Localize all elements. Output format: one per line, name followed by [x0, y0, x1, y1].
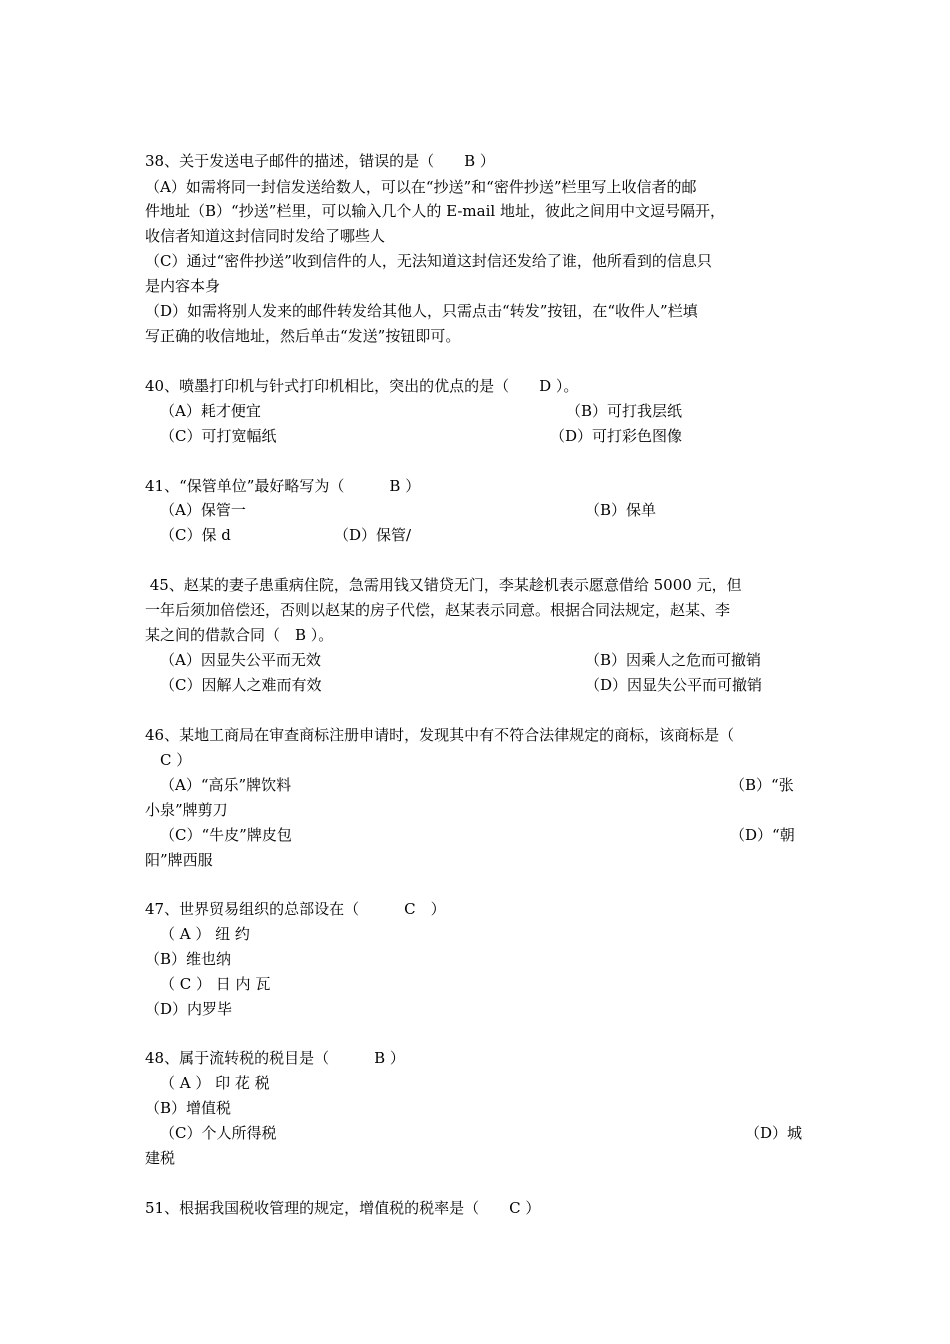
q40-option-b: （B）可打我层纸	[566, 402, 683, 420]
q48-stem: 48、属于流转税的税目是（ B ）	[145, 1049, 405, 1067]
q38-option-a-line1: （A）如需将同一封信发送给数人，可以在“抄送”和“密件抄送”栏里写上收信者的邮	[145, 178, 697, 196]
q46-option-b-line1: （B）“张	[730, 776, 794, 794]
q47-option-a: （ A ） 纽 约	[160, 925, 250, 943]
q46-stem-line1: 46、某地工商局在审查商标注册申请时，发现其中有不符合法律规定的商标，该商标是（	[145, 726, 735, 744]
q46-option-a: （A）“高乐”牌饮料	[160, 776, 292, 794]
q38-option-a-line3: 收信者知道这封信同时发给了哪些人	[145, 227, 386, 245]
q45-stem-line1: 45、赵某的妻子患重病住院，急需用钱又错贷无门，李某趁机表示愿意借给 5000 元，但	[145, 576, 742, 594]
q41-stem: 41、“保管单位”最好略写为（ B ）	[145, 477, 421, 495]
q45-option-d: （D）因显失公平而可撤销	[585, 676, 763, 694]
q46-option-c: （C）“牛皮”牌皮包	[160, 826, 292, 844]
q38-option-a-line2: 件地址（B）“抄送”栏里，可以输入几个人的 E-mail 地址，彼此之间用中文逗号隔开，	[145, 202, 725, 220]
q41-option-d: （D）保管/	[334, 526, 412, 544]
q47-option-d: （D）内罗毕	[145, 1000, 233, 1018]
q45-option-c: （C）因解人之难而有效	[160, 676, 322, 694]
q38-option-c-line2: 是内容本身	[145, 277, 221, 295]
q41-option-b: （B）保单	[585, 501, 657, 519]
q40-stem: 40、喷墨打印机与针式打印机相比，突出的优点的是（ D ）。	[145, 377, 579, 395]
q45-stem-line2: 一年后须加倍偿还，否则以赵某的房子代偿，赵某表示同意。根据合同法规定，赵某、李	[145, 601, 731, 619]
q38-option-d-line2: 写正确的收信地址，然后单击“发送”按钮即可。	[145, 327, 461, 345]
q45-stem-line3: 某之间的借款合同（ B ）。	[145, 626, 334, 644]
q38-stem: 38、关于发送电子邮件的描述，错误的是（ B ）	[145, 152, 495, 170]
q38-option-c-line1: （C）通过“密件抄送”收到信件的人，无法知道这封信还发给了谁，他所看到的信息只	[145, 252, 712, 270]
q46-stem-line2: C ）	[145, 751, 192, 769]
q45-option-a: （A）因显失公平而无效	[160, 651, 321, 669]
q47-stem: 47、世界贸易组织的总部设在（ C ）	[145, 900, 446, 918]
q48-option-c: （C）个人所得税	[160, 1124, 277, 1142]
q46-option-b-line2: 小泉”牌剪刀	[145, 801, 228, 819]
q41-option-a: （A）保管一	[160, 501, 246, 519]
q48-option-d-line1: （D）城	[745, 1124, 803, 1142]
q47-option-c: （ C ） 日 内 瓦	[160, 975, 271, 993]
q47-option-b: （B）维也纳	[145, 950, 232, 968]
q40-option-a: （A）耗才便宜	[160, 402, 261, 420]
q40-option-c: （C）可打宽幅纸	[160, 427, 277, 445]
q48-option-a: （ A ） 印 花 税	[160, 1074, 270, 1092]
q41-option-c: （C）保 d	[160, 526, 231, 544]
q51-stem: 51、根据我国税收管理的规定，增值税的税率是（ C ）	[145, 1199, 541, 1217]
q38-option-d-line1: （D）如需将别人发来的邮件转发给其他人，只需点击“转发”按钮，在“收件人”栏填	[145, 302, 698, 320]
q46-option-d-line2: 阳”牌西服	[145, 851, 213, 869]
q46-option-d-line1: （D）“朝	[730, 826, 795, 844]
q45-option-b: （B）因乘人之危而可撤销	[585, 651, 762, 669]
q40-option-d: （D）可打彩色图像	[550, 427, 683, 445]
q48-option-b: （B）增值税	[145, 1099, 232, 1117]
q48-option-d-line2: 建税	[145, 1149, 176, 1167]
